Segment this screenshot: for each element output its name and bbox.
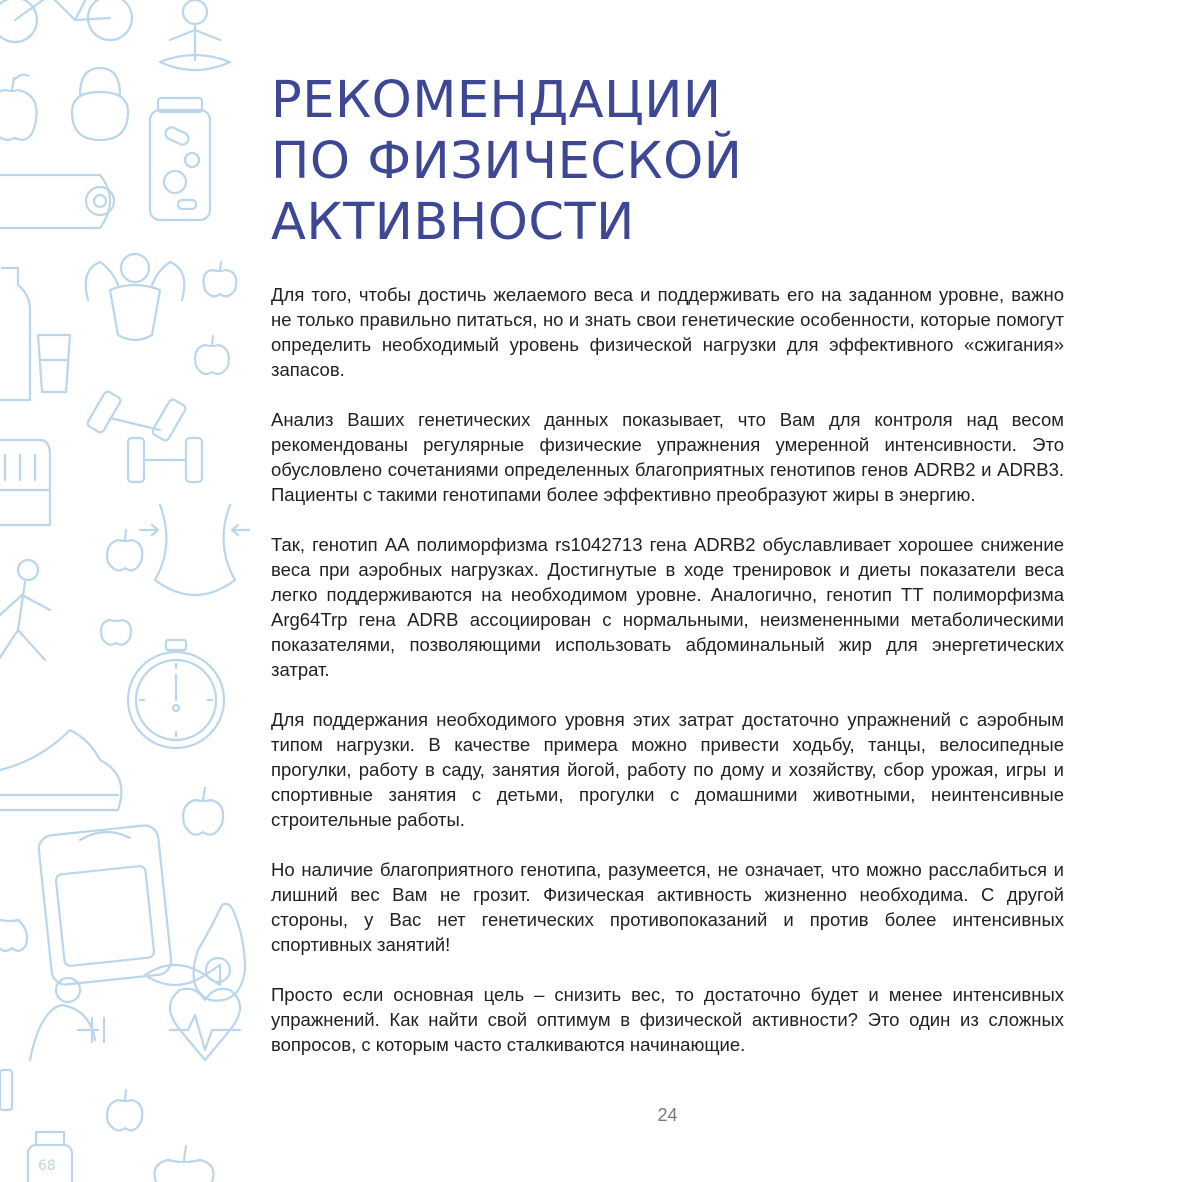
svg-text:68: 68	[38, 1158, 56, 1174]
apple-icon	[107, 1090, 142, 1130]
dumbbell-icon	[128, 438, 202, 482]
bodybuilder-icon	[30, 978, 104, 1060]
main-content	[271, 70, 1064, 1082]
yoga-icon	[160, 0, 230, 70]
apple-icon	[0, 920, 27, 951]
dumbbell-icon	[86, 390, 187, 442]
bicycle-icon	[0, 0, 132, 42]
pill-bottle-icon	[150, 98, 210, 220]
dumbbell-icon	[0, 1070, 12, 1110]
kettlebell-icon	[72, 68, 128, 140]
water-bottle-icon	[0, 268, 30, 400]
paragraph: Так, генотип АА полиморфизма rs1042713 гена ADRB2 обуславливает хорошее снижение веса при аэробных нагрузках. Достигнутые в ходе тренировок и диеты показатели веса легко поддерживаются на необходимом уровне. Аналогично, генотип ТТ полиморфизма Arg64Trp гена ADRB ассоциирован с нормальными, неизмененными метаболическими показателями, позволяющими использовать абдоминальный жир для энергетических затрат.	[271, 534, 1064, 680]
bodybuilder-icon	[86, 254, 185, 340]
page-title	[271, 70, 1064, 253]
avocado-icon	[194, 904, 245, 1001]
apple-icon	[204, 262, 237, 296]
yoga-mat-icon	[0, 175, 114, 228]
glass-icon	[38, 335, 70, 392]
apple-icon	[195, 336, 229, 374]
paragraph: Для того, чтобы достичь желаемого веса и поддерживать его на заданном уровне, важно не только правильно питаться, но и знать свои генетические особенности, которые помогут определить необходимый уровень физической нагрузки для эффективного «сжигания» запасов.	[271, 284, 1064, 380]
title-line: АКТИВНОСТИ	[271, 193, 635, 252]
paragraph: Но наличие благоприятного генотипа, разумеется, не означает, что можно расслабиться и лишний вес Вам не грозит. Физическая активность жизненно необходима. С другой стороны, у Вас нет генетических противопоказаний и против более интенсивных спортивных занятий!	[271, 859, 1064, 955]
waist-icon	[140, 505, 250, 595]
sneaker-icon	[0, 730, 121, 810]
glove-icon	[0, 440, 50, 525]
body-text	[271, 282, 1064, 1057]
paragraph: Для поддержания необходимого уровня этих затрат достаточно упражнений с аэробным типом нагрузки. В качестве примера можно привести ходьбу, танцы, велосипедные прогулки, работу в саду, занятия йогой, работу по дому и хозяйству, сбор урожая, игры и спортивные занятия с детьми, прогулки с домашними животными, неинтенсивные строительные работы.	[271, 709, 1064, 830]
paragraph: Просто если основная цель – снизить вес, то достаточно будет и менее интенсивных упражнений. Как найти свой оптимум в физической активности? Это один из сложных вопросов, с которым часто сталкиваются начинающие.	[271, 984, 1064, 1055]
scale-icon	[37, 824, 172, 986]
heartbeat-icon	[170, 989, 240, 1060]
title-line: ПО ФИЗИЧЕСКОЙ	[271, 132, 743, 191]
apple-icon	[155, 1146, 214, 1182]
apple-icon	[183, 788, 223, 835]
apple-icon	[107, 530, 142, 570]
fitness-pattern-decoration	[0, 0, 250, 1182]
title-line: РЕКОМЕНДАЦИИ	[271, 71, 722, 130]
fitness-watch-icon	[28, 1132, 72, 1182]
apple-icon	[101, 620, 131, 645]
page-number: 24	[657, 1105, 678, 1125]
runner-icon	[0, 560, 50, 665]
apple-icon	[0, 75, 37, 140]
paragraph: Анализ Ваших генетических данных показывает, что Вам для контроля над весом рекомендованы регулярные физические упражнения умеренной интенсивности. Это обусловлено сочетаниями определенных благоприятных генотипов генов ADRB2 и ADRB3. Пациенты с такими генотипами более эффективно преобразуют жиры в энергию.	[271, 409, 1064, 505]
stopwatch-icon	[128, 640, 224, 748]
